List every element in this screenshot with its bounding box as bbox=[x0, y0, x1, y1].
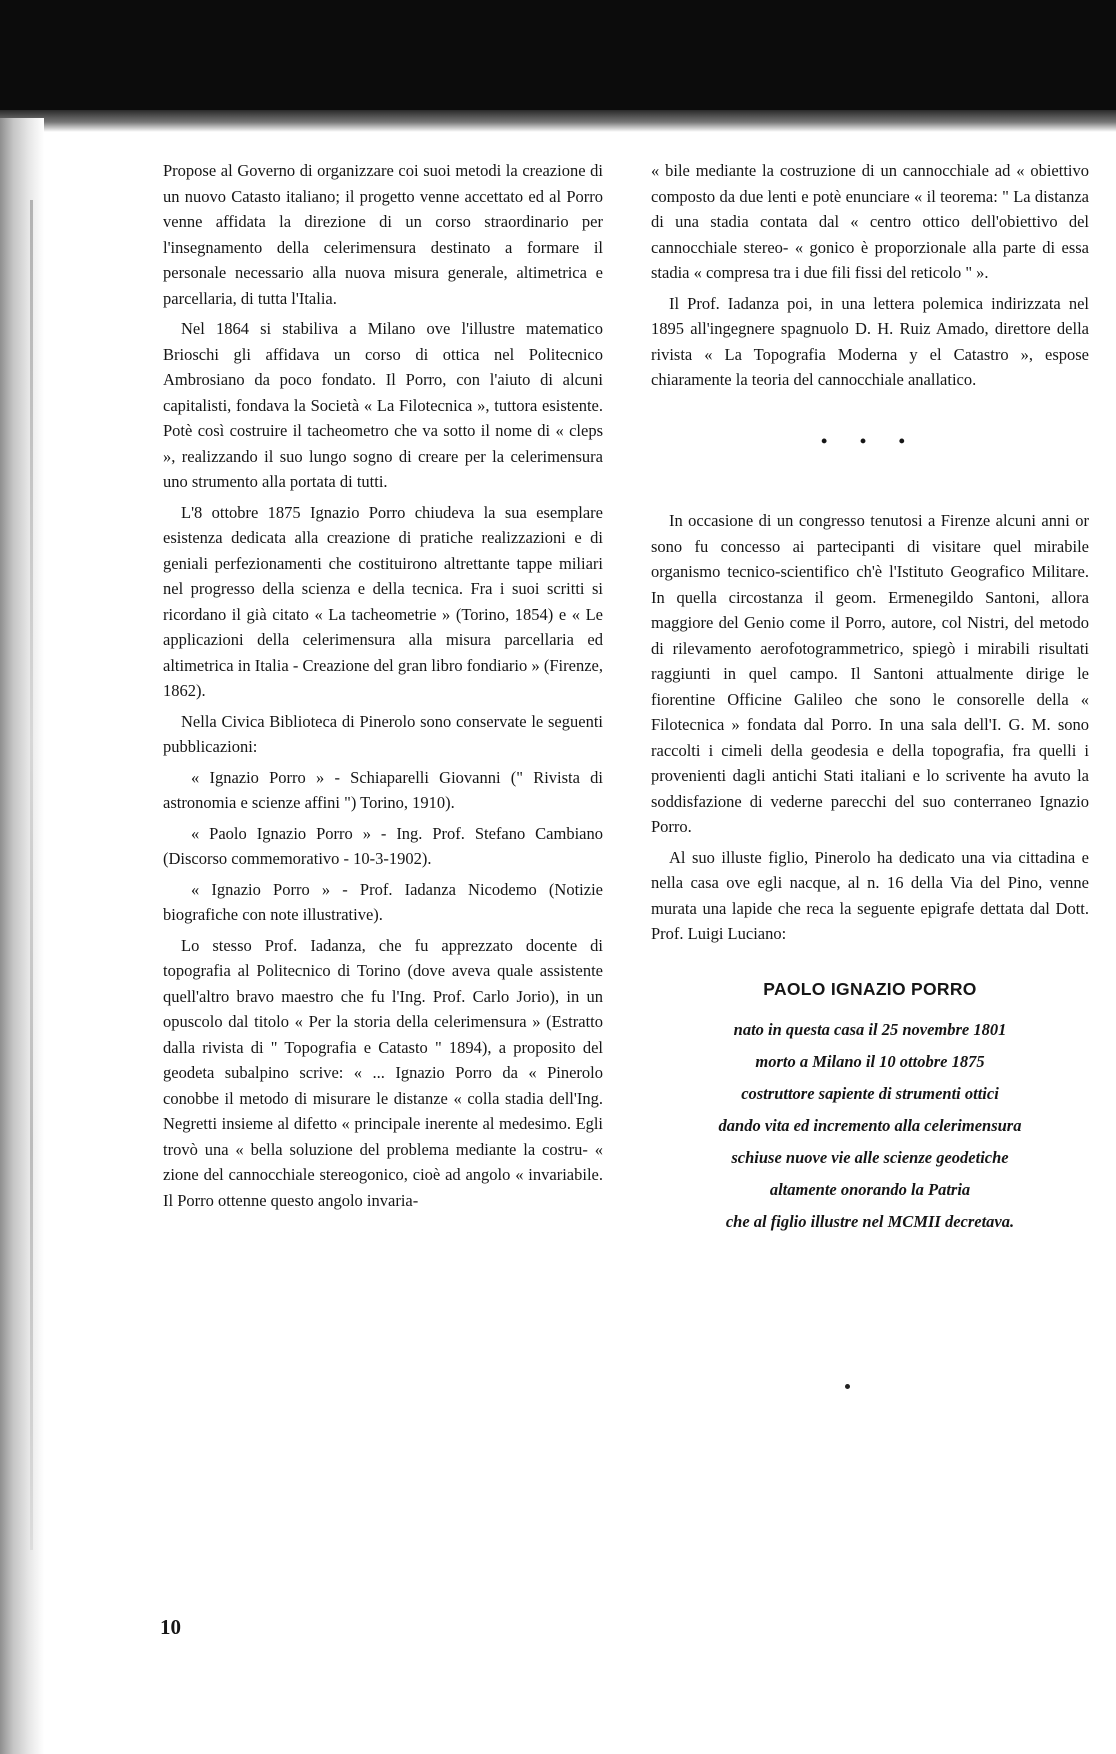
epitaph-line: schiuse nuove vie alle scienze geodetiche bbox=[731, 1148, 1009, 1167]
epitaph-line: morto a Milano il 10 ottobre 1875 bbox=[755, 1052, 985, 1071]
citation-item: « Ignazio Porro » - Schiaparelli Giovanni (" Rivista di astronomia e scienze affini ") Torino, 1910). bbox=[163, 767, 603, 812]
epitaph-line: nato in questa casa il 25 novembre 1801 bbox=[733, 1020, 1007, 1039]
paragraph: Propose al Governo di organizzare coi suoi metodi la creazione di un nuovo Catasto italiano; il progetto venne accettato ed al Porro venne affidata la direzione di un corso straordinario per l'insegnamento della celerimensura destinato a formare il personale necessario alla nuova misura generale, altimetrica e parcellaria, di tutta l'Italia. bbox=[163, 161, 603, 308]
paragraph: « bile mediante la costruzione di un cannocchiale ad « obiettivo composto da due lenti e potè enunciare « il teorema: " La distanza di una stadia contata dal « centro ottico dell'obiettivo del cannocchiale stereo- « gonico è proporzionale alla parte di essa stadia « compresa tra i due fili fissi del reticolo " ». bbox=[651, 161, 1089, 282]
paragraph: In occasione di un congresso tenutosi a Firenze alcuni anni or sono fu concesso ai partecipanti di visitare quel mirabile organismo tecnico-scientifico ch'è l'Istituto Geografico Militare. In quella circostanza il geom. Ermenegildo Santoni, allora maggiore del Genio come il Porro, autore, col Nistri, del metodo di rilevamento aerofotogrammetrico, spiegò i mirabili risultati raggiunti in quel campo. Il Santoni attualmente dirige le fiorentine Officine Galileo che sono le consorelle della « Filotecnica » fondata dal Porro. In una sala dell'I. G. M. sono raccolti i cimeli della geodesia e della topografia, fra quelli i provenienti dagli antichi Stati italiani e lo scrivente ha avuto la soddisfazione di vederne parecchi del suo conterraneo Ignazio Porro. bbox=[651, 511, 1089, 836]
epitaph-line: costruttore sapiente di strumenti ottici bbox=[741, 1084, 999, 1103]
paragraph: Lo stesso Prof. Iadanza, che fu apprezzato docente di topografia al Politecnico di Torino (dove aveva quale assistente quell'altro bravo maestro che fu l'Ing. Prof. Carlo Jorio), in un opuscolo dal titolo « Per la storia della celerimensura » (Estratto dalla rivista di " Topografia e Catasto " 1894), a proposito del geodeta subalpino scrive: « ... Ignazio Porro da « Pinerolo conobbe il metodo di misurare le distanze « colla stadia dell'Ing. Negretti insieme al difetto « principale inerente al medesimo. Egli trovò una « bella soluzione del problema mediante la costru- « zione del cannocchiale stereogonico, cioè ad angolo « invariabile. Il Porro ottenne questo angolo invaria- bbox=[163, 935, 603, 1210]
paragraph: Nella Civica Biblioteca di Pinerolo sono conservate le seguenti pubblicazioni: bbox=[163, 711, 603, 756]
right-column bbox=[651, 158, 1089, 1238]
epitaph-title: PAOLO IGNAZIO PORRO bbox=[763, 978, 977, 999]
paragraph: L'8 ottobre 1875 Ignazio Porro chiudeva la sua esemplare esistenza dedicata alla creazione di pratiche realizzazioni e di geniali perfezionamenti che costituirono altrettante tappe miliari nel progresso della scienza e della tecnica. Fra i suoi scritti si ricordano il già citato « La tacheometrie » (Torino, 1854) e « Le applicazioni della celerimensura alla misura parcellaria ed altimetrica in Italia - Creazione del gran libro fondiario » (Firenze, 1862). bbox=[163, 502, 603, 700]
paragraph: Il Prof. Iadanza poi, in una lettera polemica indirizzata nel 1895 all'ingegnere spagnuolo D. H. Ruiz Amado, direttore della rivista « La Topografia Moderna y el Catastro », espose chiaramente la teoria del cannocchiale anallatico. bbox=[651, 293, 1089, 389]
citation-item: « Ignazio Porro » - Prof. Iadanza Nicodemo (Notizie biografiche con note illustrative). bbox=[163, 879, 603, 924]
stray-dot bbox=[845, 1384, 850, 1389]
epitaph-line: altamente onorando la Patria bbox=[769, 1180, 971, 1199]
epitaph bbox=[651, 977, 1089, 1239]
paragraph: Al suo illuste figlio, Pinerolo ha dedicato una via cittadina e nella casa ove egli nacque, al n. 16 della Via del Pino, venne murata una lapide che reca la seguente epigrafe dettata dal Dott. Prof. Luigi Luciano: bbox=[651, 847, 1089, 943]
page-number: 10 bbox=[160, 1615, 181, 1639]
epitaph-line: dando vita ed incremento alla celerimensura bbox=[718, 1116, 1022, 1135]
section-ornament: • • • bbox=[821, 430, 919, 451]
paragraph: Nel 1864 si stabiliva a Milano ove l'illustre matematico Brioschi gli affidava un corso di ottica nel Politecnico Ambrosiano da poco fondato. Il Porro, con l'aiuto di alcuni capitalisti, fondava la Società « La Filotecnica », tuttora esistente. Potè così costruire il tacheometro che va sotto il nome di « cleps », realizzando il suo lungo sogno di creare per la celerimensura uno strumento alla portata di tutti. bbox=[163, 319, 603, 491]
left-column bbox=[163, 158, 603, 1218]
citation-item: « Paolo Ignazio Porro » - Ing. Prof. Stefano Cambiano (Discorso commemorativo - 10-3-1902). bbox=[163, 823, 603, 868]
epitaph-line: che al figlio illustre nel MCMII decretava. bbox=[725, 1212, 1015, 1231]
